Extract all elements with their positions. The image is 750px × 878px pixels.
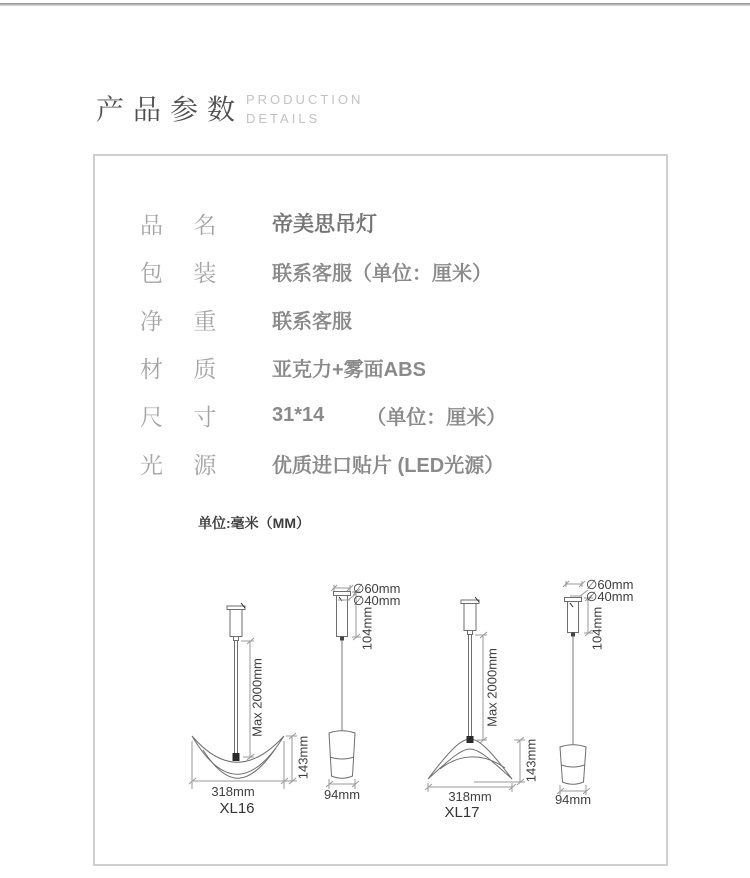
xl16-shade-height-label: 143mm [295,735,311,780]
spec-row-size [140,391,506,439]
spec-value: 联系客服 [272,310,352,333]
xl17-model-label: XL17 [444,804,480,821]
xl16-canopy-top-diameter-label: ∅60mm [353,581,401,596]
xl17-canopy-top-diameter-label: ∅60mm [586,577,634,592]
spec-label: 尺 寸 [140,403,217,430]
xl16-model-label: XL16 [219,800,255,817]
xl16-canopy-height-label: 104mm [359,606,375,651]
xl17-shade-height-label: 143mm [523,738,539,783]
spec-row-light-source [140,439,506,487]
page-subtitle-line2: DETAILS [246,111,321,126]
spec-table [140,199,506,487]
xl17-side-view [560,598,586,785]
spec-value: 亚克力+雾面ABS [272,358,426,381]
page-title: 产品参数 [96,94,245,125]
spec-row-net-weight [140,295,506,343]
xl16-shade-diameter-label: 94mm [323,787,361,802]
xl17-canopy-height-label: 104mm [589,606,605,651]
xl16-side-view [329,592,355,779]
spec-row-name [140,199,506,247]
xl17-shade-diameter-label: 94mm [554,792,592,807]
page-subtitle-line1: PRODUCTION [246,92,364,107]
xl17-max-drop-label: Max 2000mm [484,648,500,727]
xl16-max-drop-label: Max 2000mm [249,658,265,737]
spec-label: 包 装 [140,259,217,286]
spec-label: 材 质 [140,355,217,382]
xl17-shade-width-label: 318mm [448,789,492,804]
spec-value: 联系客服（单位：厘米） [272,262,492,285]
xl16-shade-width-label: 318mm [211,784,255,799]
page-subtitle [246,90,363,128]
xl16-canopy-diameter-label: ∅40mm [353,593,401,608]
xl17-canopy-diameter-label: ∅40mm [586,589,634,604]
unit-note: 单位:毫米（MM） [198,515,310,531]
spec-value: 优质进口贴片 (LED光源） [272,454,505,477]
top-divider [0,3,750,6]
spec-row-material [140,343,506,391]
spec-label: 净 重 [140,307,217,334]
spec-label: 光 源 [140,451,217,478]
spec-value-note: （单位：厘米） [366,406,507,429]
spec-value: 帝美思吊灯 [272,213,377,236]
spec-label: 品 名 [140,211,217,238]
spec-value: 31*14 [272,403,325,426]
spec-row-packaging [140,247,506,295]
xl16-front-view [192,603,284,778]
